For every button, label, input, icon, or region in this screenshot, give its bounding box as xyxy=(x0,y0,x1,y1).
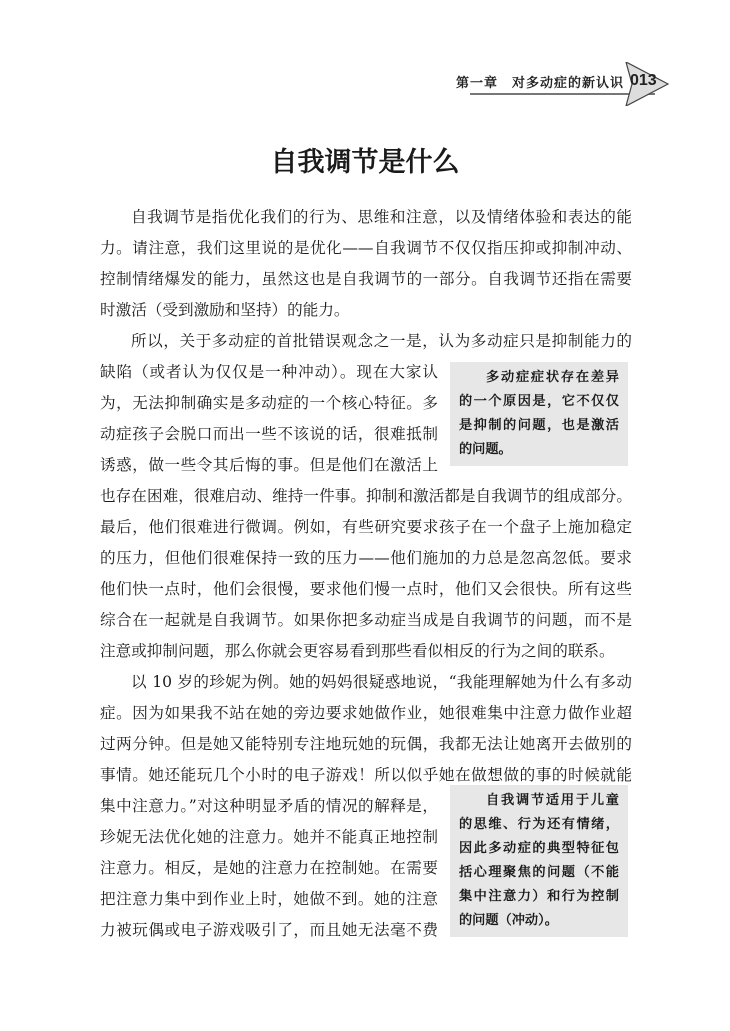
body-line: 时激活（受到激励和坚持）的能力。 xyxy=(100,301,350,319)
body-line: 他们快一点时，他们会很慢，要求他们慢一点时，他们又会很快。所有这些 xyxy=(100,580,632,598)
chapter-title: 第一章 对多动症的新认识 xyxy=(456,76,625,91)
callout-box-2 xyxy=(450,785,628,937)
body-line: 诱惑，做一些令其后悔的事。但是他们在激活上 xyxy=(100,456,438,474)
callout-line: 集中注意力）和行为控制 xyxy=(459,889,619,904)
body-line: 自我调节是指优化我们的行为、思维和注意，以及情绪体验和表达的能 xyxy=(131,208,632,226)
body-line: 事情。她还能玩几个小时的电子游戏！所以似乎她在做想做的事的时候就能 xyxy=(100,766,632,784)
body-line: 所以，关于多动症的首批错误观念之一是，认为多动症只是抑制能力的 xyxy=(131,332,632,350)
page-number: 013 xyxy=(630,72,657,89)
body-line: 症。因为如果我不站在她的旁边要求她做作业，她很难集中注意力做作业超 xyxy=(100,704,632,722)
callout-line: 因此多动症的典型特征包 xyxy=(459,841,619,856)
body-line: 注意或抑制问题，那么你就会更容易看到那些看似相反的行为之间的联系。 xyxy=(100,642,615,660)
body-line: 的压力，但他们很难保持一致的压力——他们施加的力总是忽高忽低。要求 xyxy=(100,549,632,567)
body-line: 最后，他们很难进行微调。例如，有些研究要求孩子在一个盘子上施加稳定 xyxy=(100,518,632,536)
callout-line: 是抑制的问题，也是激活 xyxy=(459,418,619,433)
body-line: 集中注意力。”对这种明显矛盾的情况的解释是， xyxy=(100,797,438,815)
callout-line: 多动症症状存在差异 xyxy=(486,370,619,385)
callout-line: 的思维、行为还有情绪， xyxy=(459,817,619,832)
body-line: 为，无法抑制确实是多动症的一个核心特征。多 xyxy=(100,394,438,412)
body-line: 把注意力集中到作业上时，她做不到。她的注意 xyxy=(100,890,438,908)
body-line: 力被玩偶或电子游戏吸引了，而且她无法毫不费 xyxy=(100,921,438,939)
callout-line: 括心理聚焦的问题（不能 xyxy=(459,865,619,880)
body-line: 动症孩子会脱口而出一些不该说的话，很难抵制 xyxy=(100,425,438,443)
body-line: 以 10 岁的珍妮为例。她的妈妈很疑惑地说，“我能理解她为什么有多动 xyxy=(131,673,632,691)
callout-line: 的一个原因是，它不仅仅 xyxy=(459,394,619,409)
section-title: 自我调节是什么 xyxy=(270,147,460,178)
body-line: 综合在一起就是自我调节。如果你把多动症当成是自我调节的问题，而不是 xyxy=(100,611,632,629)
callout-line: 的问题（冲动）。 xyxy=(459,913,558,928)
body-line: 力。请注意，我们这里说的是优化——自我调节不仅仅指压抑或抑制冲动、 xyxy=(100,239,632,257)
body-line: 注意力。相反，是她的注意力在控制她。在需要 xyxy=(100,859,438,877)
body-line: 缺陷（或者认为仅仅是一种冲动）。现在大家认 xyxy=(100,363,438,381)
body-line: 控制情绪爆发的能力，虽然这也是自我调节的一部分。自我调节还指在需要 xyxy=(100,270,632,288)
body-line: 过两分钟。但是她又能特别专注地玩她的玩偶，我都无法让她离开去做别的 xyxy=(100,735,632,753)
callout-line: 的问题。 xyxy=(459,442,512,457)
body-line: 珍妮无法优化她的注意力。她并不能真正地控制 xyxy=(100,828,438,846)
body-line: 也存在困难，很难启动、维持一件事。抑制和激活都是自我调节的组成部分。 xyxy=(100,487,632,505)
callout-box-1 xyxy=(450,362,628,466)
callout-line: 自我调节适用于儿童 xyxy=(486,793,619,808)
